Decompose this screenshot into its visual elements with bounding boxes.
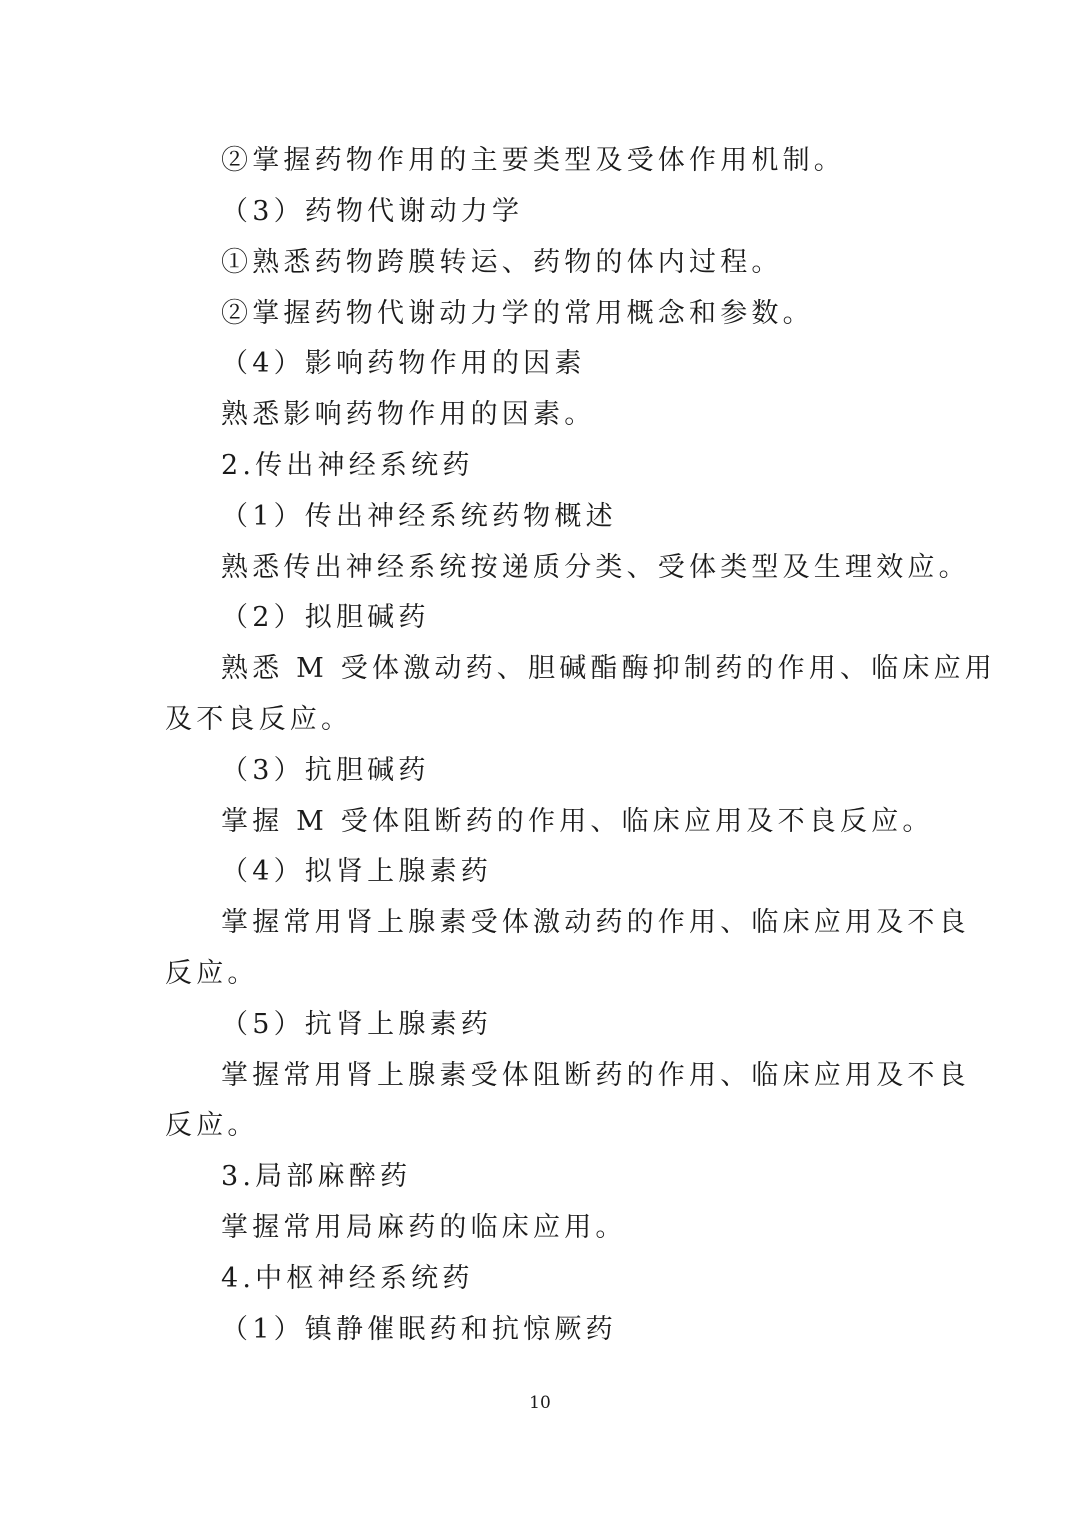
text-line: ②掌握药物作用的主要类型及受体作用机制。	[221, 145, 845, 176]
section-heading: （1）镇静催眠药和抗惊厥药	[221, 1314, 617, 1345]
section-heading: （3）药物代谢动力学	[221, 196, 524, 227]
section-heading: （4）影响药物作用的因素	[221, 348, 586, 379]
chapter-heading: 2.传出神经系统药	[221, 450, 474, 481]
text-line: 掌握 M 受体阻断药的作用、临床应用及不良反应。	[221, 806, 934, 837]
section-heading: （1）传出神经系统药物概述	[221, 501, 617, 532]
page-number: 10	[529, 1393, 551, 1413]
text-line-continued: 反应。	[165, 1110, 259, 1141]
section-heading: （5）抗肾上腺素药	[221, 1009, 492, 1040]
text-line-continued: 反应。	[165, 958, 259, 989]
text-line: 熟悉影响药物作用的因素。	[221, 399, 596, 430]
section-heading: （3）抗胆碱药	[221, 755, 430, 786]
text-line: ②掌握药物代谢动力学的常用概念和参数。	[221, 298, 814, 329]
text-line: 熟悉传出神经系统按递质分类、受体类型及生理效应。	[221, 552, 970, 583]
text-line: 掌握常用肾上腺素受体激动药的作用、临床应用及不良	[221, 907, 970, 938]
chapter-heading: 4.中枢神经系统药	[221, 1263, 474, 1294]
text-line: ①熟悉药物跨膜转运、药物的体内过程。	[221, 247, 783, 278]
text-line: 熟悉 M 受体激动药、胆碱酯酶抑制药的作用、临床应用	[221, 653, 997, 684]
section-heading: （4）拟肾上腺素药	[221, 856, 492, 887]
text-line: 掌握常用局麻药的临床应用。	[221, 1212, 627, 1243]
section-heading: （2）拟胆碱药	[221, 602, 430, 633]
chapter-heading: 3.局部麻醉药	[221, 1161, 412, 1192]
text-line-continued: 及不良反应。	[165, 704, 353, 735]
text-line: 掌握常用肾上腺素受体阻断药的作用、临床应用及不良	[221, 1060, 970, 1091]
